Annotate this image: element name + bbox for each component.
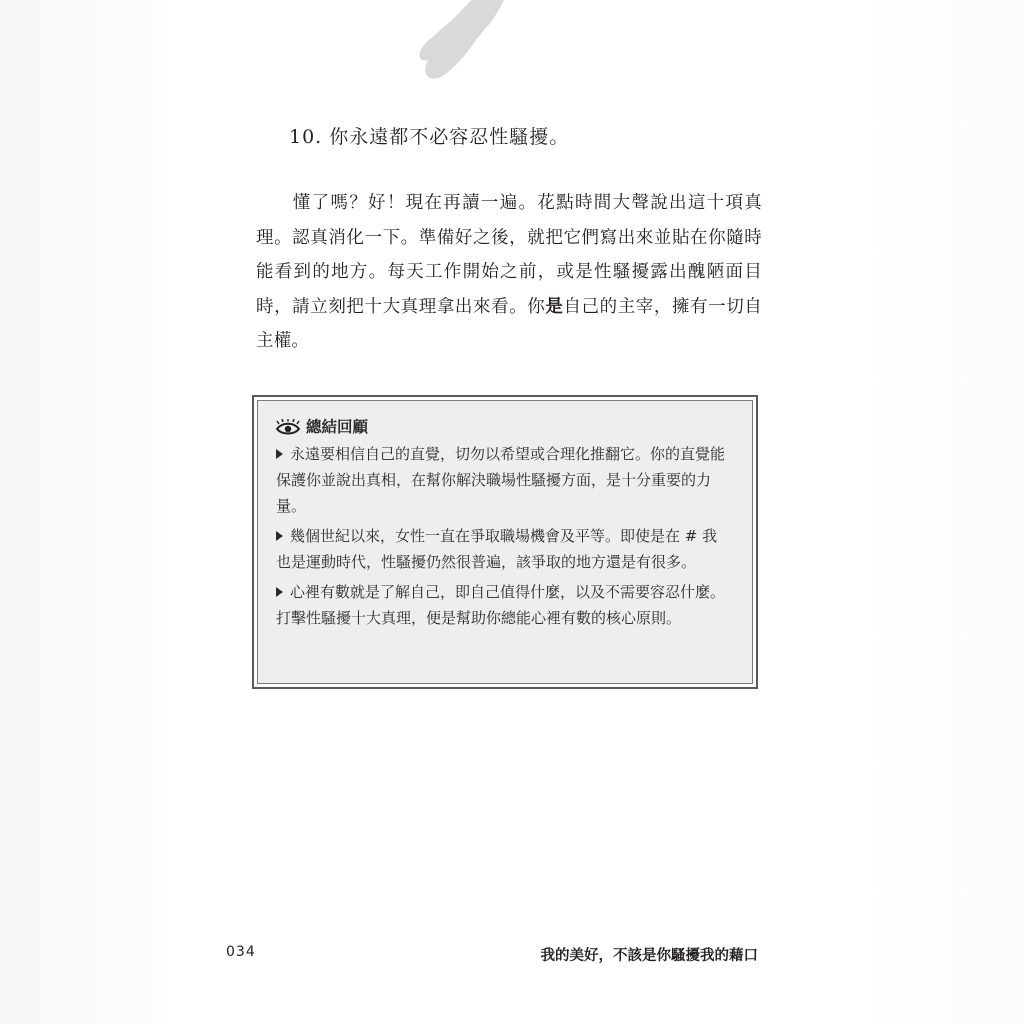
summary-inner bbox=[257, 400, 753, 684]
paragraph-emphasis: 是 bbox=[545, 296, 564, 317]
summary-item bbox=[276, 579, 732, 631]
summary-item-text: 幾個世紀以來，女性一直在爭取職場機會及平等。即使是在 # 我也是運動時代，性騷擾仍然很普遍，該爭取的地方還是有很多。 bbox=[276, 527, 718, 571]
page-number: 034 bbox=[226, 944, 256, 960]
triangle-bullet-icon bbox=[276, 449, 283, 459]
summary-item bbox=[276, 523, 732, 575]
summary-title: 總結回顧 bbox=[306, 418, 369, 436]
summary-item bbox=[276, 441, 732, 519]
numbered-point-10: 10. 你永遠都不必容忍性騷擾。 bbox=[289, 126, 570, 148]
triangle-bullet-icon bbox=[276, 531, 283, 541]
main-paragraph bbox=[256, 186, 762, 359]
eye-icon bbox=[276, 419, 300, 435]
hand-illustration-icon bbox=[412, 0, 532, 82]
summary-item-text: 心裡有數就是了解自己，即自己值得什麼，以及不需要容忍什麼。打擊性騷擾十大真理，便是幫助你總能心裡有數的核心原則。 bbox=[276, 583, 726, 627]
summary-box bbox=[252, 395, 758, 689]
summary-list bbox=[276, 441, 732, 631]
paragraph-text-2: 自己的主宰，擁有一切自主權。 bbox=[256, 296, 763, 351]
paragraph-text-1: 懂了嗎？好！現在再讀一遍。花點時間大聲說出這十項真理。認真消化一下。準備好之後，就把它們寫出來並貼在你隨時能看到的地方。每天工作開始之前，或是性騷擾露出醜陋面目時，請立刻把十大真理拿出來看。你 bbox=[256, 193, 762, 317]
triangle-bullet-icon bbox=[276, 587, 283, 597]
running-title: 我的美好，不該是你騷擾我的藉口 bbox=[540, 948, 758, 964]
summary-item-text: 永遠要相信自己的直覺，切勿以希望或合理化推翻它。你的直覺能保護你並說出真相，在幫你解決職場性騷擾方面，是十分重要的力量。 bbox=[276, 445, 726, 515]
summary-heading bbox=[276, 414, 732, 440]
